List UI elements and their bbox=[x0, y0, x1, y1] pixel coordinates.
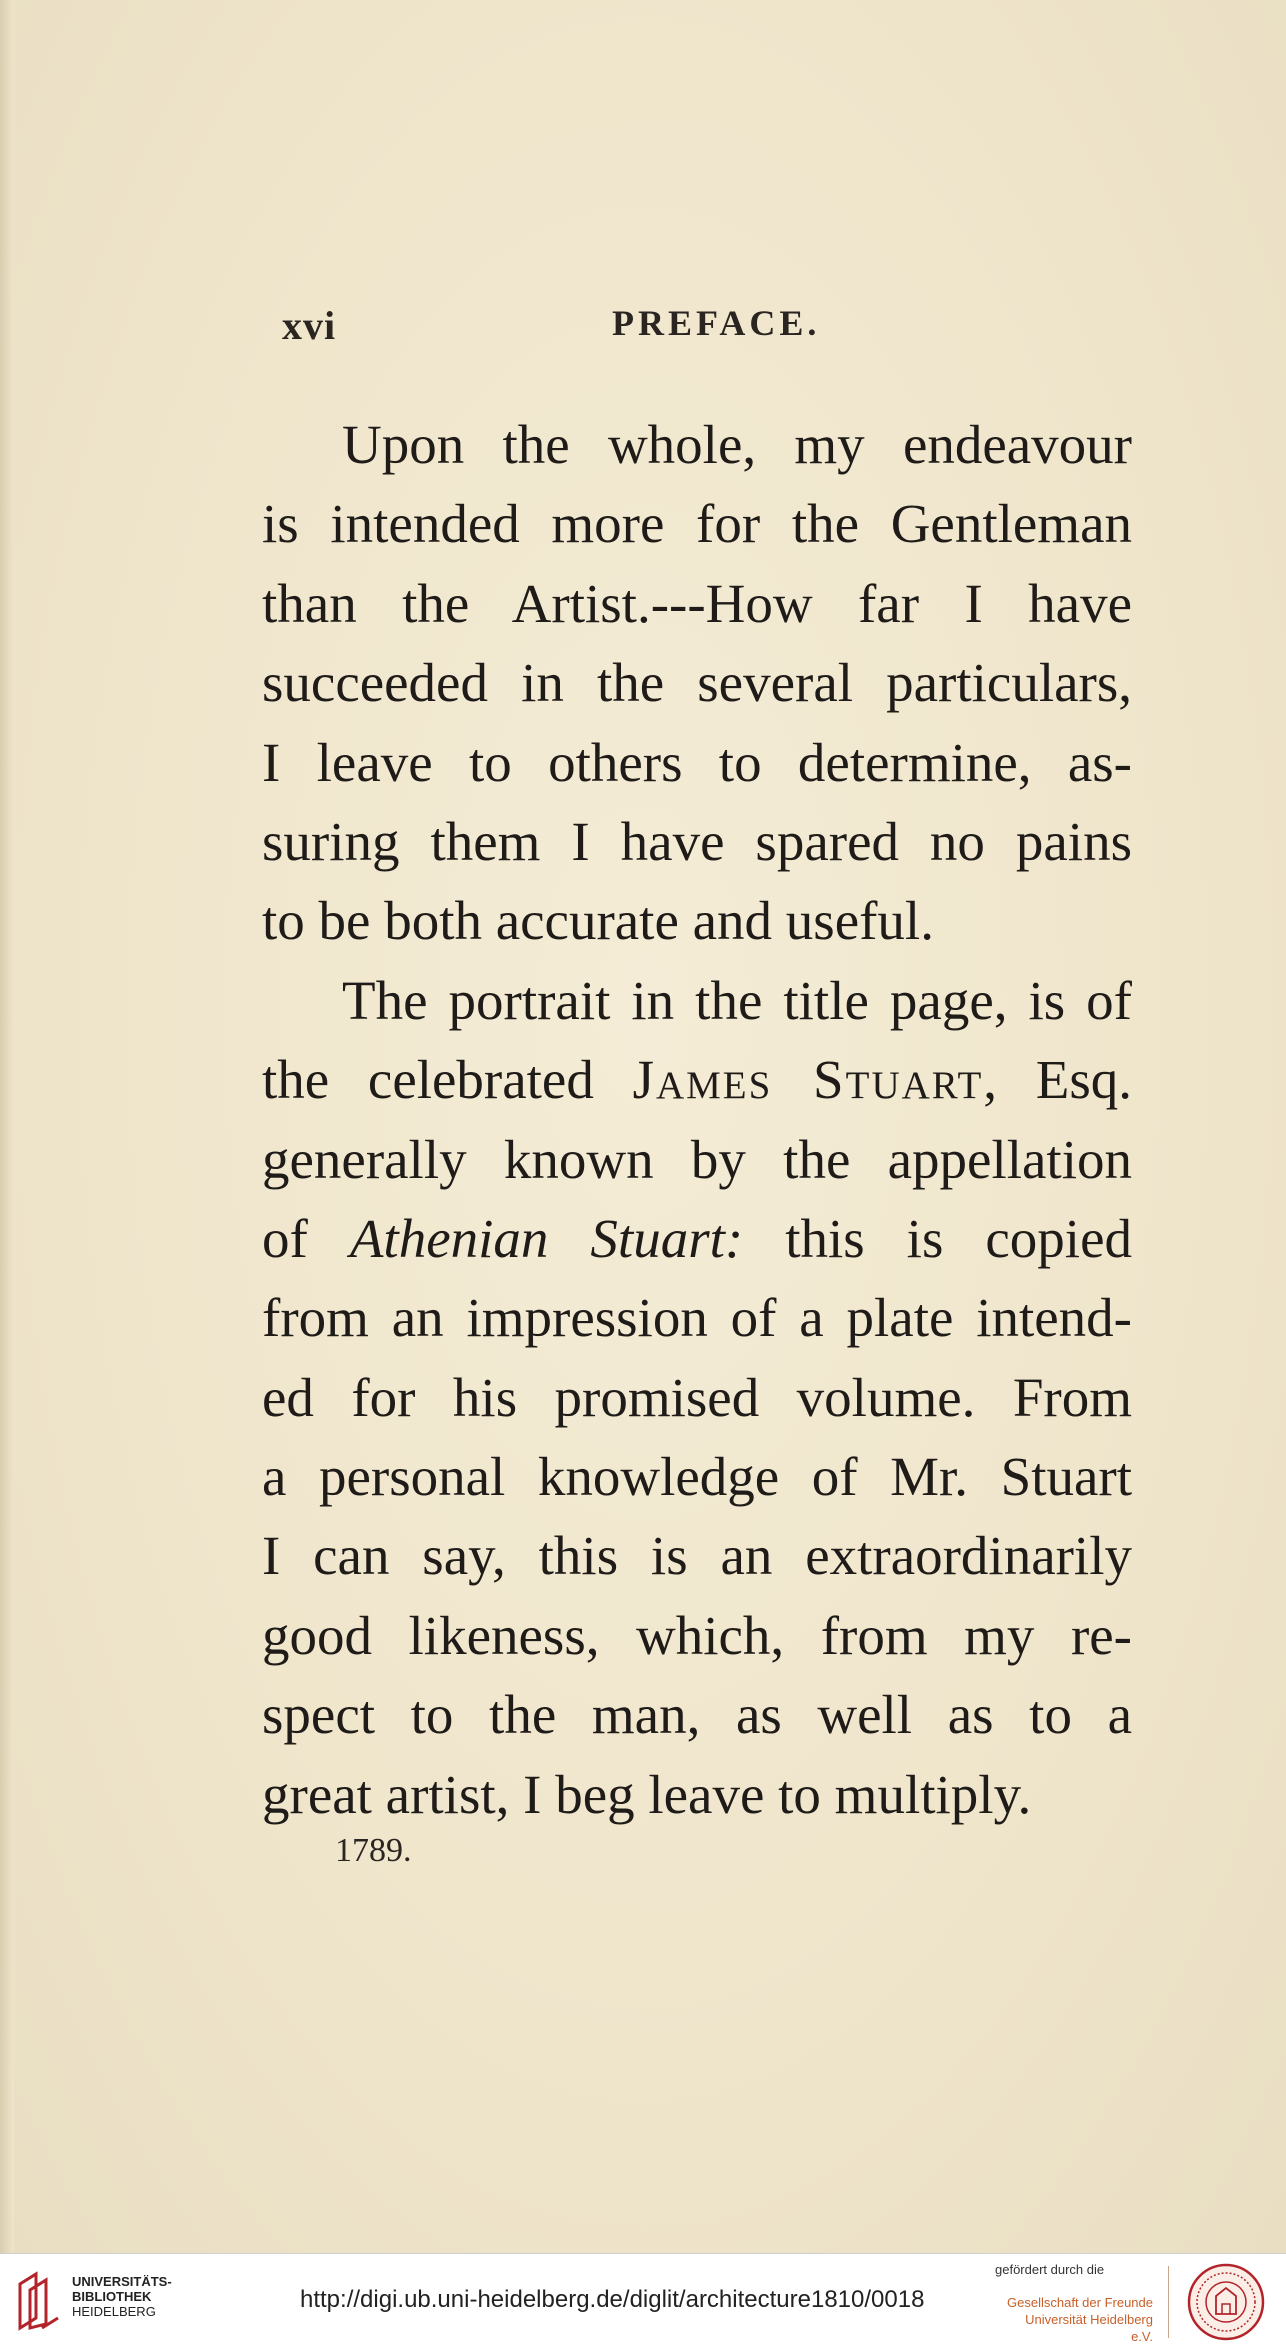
text-line: from an impression of a plate intend- bbox=[262, 1287, 1132, 1349]
text-line: spect to the man, as well as to a bbox=[262, 1684, 1132, 1746]
sponsor-name-line: Gesellschaft der Freunde bbox=[1007, 2295, 1153, 2310]
text-line: to be both accurate and useful. bbox=[262, 890, 934, 952]
library-name-line: UNIVERSITÄTS- bbox=[72, 2274, 172, 2289]
footer-bar bbox=[0, 2253, 1286, 2348]
university-seal-icon[interactable] bbox=[1186, 2262, 1266, 2342]
body-text bbox=[262, 405, 1132, 1834]
text-fragment: this is copied bbox=[743, 1207, 1132, 1269]
sponsor-divider bbox=[1168, 2266, 1169, 2338]
date: 1789. bbox=[335, 1832, 412, 1869]
page-number: xvi bbox=[282, 303, 337, 348]
sponsor-name bbox=[1003, 2294, 1153, 2345]
text-line: a personal knowledge of Mr. Stuart bbox=[262, 1446, 1132, 1508]
text-line: than the Artist.---How far I have bbox=[262, 572, 1132, 634]
text-line: is intended more for the Gentleman bbox=[262, 493, 1132, 555]
library-name-line: HEIDELBERG bbox=[72, 2304, 156, 2319]
text-line: good likeness, which, from my re- bbox=[262, 1604, 1132, 1666]
text-line: ed for his promised volume. From bbox=[262, 1366, 1132, 1428]
sponsor-name-line: Universität Heidelberg e.V. bbox=[1025, 2312, 1153, 2344]
running-head bbox=[0, 302, 1286, 352]
text-fragment: of bbox=[262, 1207, 350, 1269]
running-title: PREFACE. bbox=[612, 303, 821, 343]
text-line bbox=[262, 1199, 1132, 1278]
text-line: generally known by the appellation bbox=[262, 1128, 1132, 1190]
text-fragment: , Esq. bbox=[983, 1049, 1132, 1111]
text-line: great artist, I beg leave to multiply. bbox=[262, 1763, 1032, 1825]
person-name-smallcaps: James Stuart bbox=[632, 1049, 984, 1111]
text-line: Upon the whole, my endeavour bbox=[342, 414, 1132, 475]
text-line: suring them I have spared no pains bbox=[262, 810, 1132, 872]
italic-epithet: Athenian Stuart: bbox=[349, 1207, 744, 1269]
text-fragment: the celebrated bbox=[262, 1049, 633, 1111]
ub-logo-icon[interactable] bbox=[14, 2270, 64, 2332]
text-line: succeeded in the several particulars, bbox=[262, 652, 1132, 714]
text-line: I can say, this is an extraordinarily bbox=[262, 1525, 1132, 1587]
sponsor-label: gefördert durch die bbox=[995, 2262, 1105, 2277]
library-name bbox=[72, 2274, 172, 2319]
text-line: I leave to others to determine, as- bbox=[262, 731, 1132, 793]
permalink-url[interactable]: http://digi.ub.uni-heidelberg.de/diglit/architecture1810/0018 bbox=[300, 2286, 925, 2313]
library-name-line: BIBLIOTHEK bbox=[72, 2289, 152, 2304]
text-line bbox=[262, 1040, 1132, 1119]
text-line: The portrait in the title page, is of bbox=[342, 969, 1132, 1031]
